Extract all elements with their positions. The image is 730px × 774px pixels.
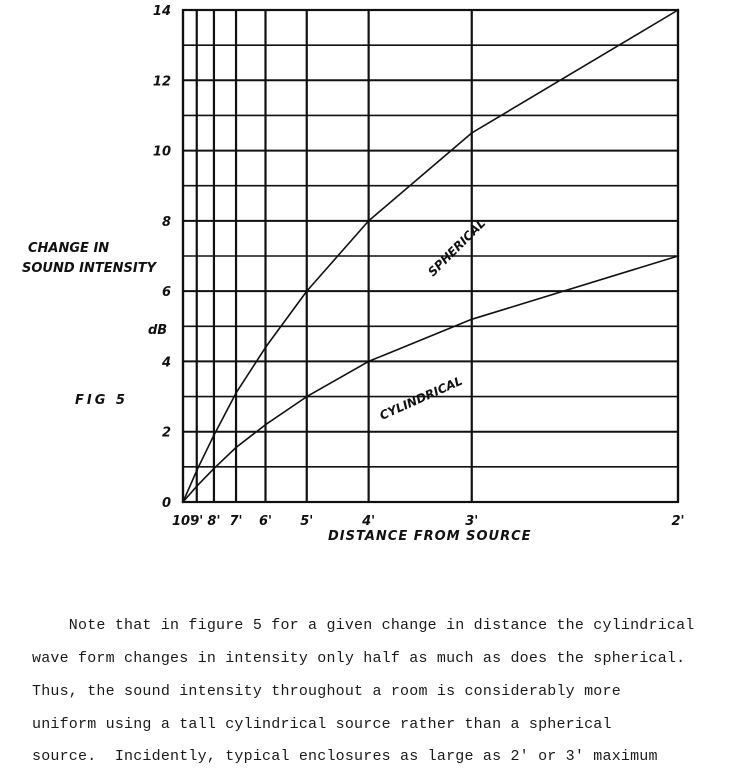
chart-grid	[183, 10, 678, 502]
x-tick-label-4: 6'	[258, 514, 273, 529]
x-tick-label-5: 5'	[300, 514, 314, 529]
caption-line-1: Note that in figure 5 for a given change in distance the cylindrical	[32, 617, 695, 634]
data-point-cylindrical-1	[196, 485, 198, 487]
figure-label: FIG 5	[75, 393, 128, 408]
y-tick-label-1: 2	[161, 425, 171, 441]
data-point-spherical-3	[235, 392, 237, 394]
caption-line-2: wave form changes in intensity only half as much as does the spherical.	[32, 650, 686, 667]
data-point-spherical-6	[367, 220, 369, 222]
series-label-cylindrical: CYLINDRICAL	[377, 373, 465, 423]
y-axis-unit: dB	[148, 323, 168, 338]
data-point-cylindrical-4	[264, 424, 266, 426]
y-tick-label-0: 0	[161, 496, 171, 511]
data-point-cylindrical-6	[367, 360, 369, 362]
data-point-cylindrical-2	[213, 467, 215, 469]
data-point-spherical-2	[213, 434, 215, 436]
caption-line-4: uniform using a tall cylindrical source rather than a spherical	[32, 716, 612, 733]
data-point-cylindrical-7	[471, 318, 473, 320]
y-tick-label-3: 6	[161, 285, 171, 301]
data-point-spherical-7	[471, 132, 473, 134]
x-tick-label-8: 2'	[671, 514, 685, 529]
x-tick-label-1: 9'	[190, 514, 204, 529]
x-tick-label-0: 10'	[171, 514, 195, 529]
caption-line-3: Thus, the sound intensity throughout a room is considerably more	[32, 683, 621, 700]
data-point-spherical-1	[196, 469, 198, 471]
y-tick-label-6: 12	[152, 74, 171, 90]
data-point-cylindrical-0	[182, 501, 184, 503]
y-axis-label-line-2: SOUND INTENSITY	[22, 261, 156, 276]
y-tick-label-5: 10	[152, 144, 171, 160]
data-point-cylindrical-3	[235, 446, 237, 448]
x-tick-label-6: 4'	[362, 514, 376, 529]
series-label-spherical: SPHERICAL	[425, 216, 489, 280]
x-axis-label: DISTANCE FROM SOURCE	[328, 529, 532, 544]
data-point-spherical-5	[306, 290, 308, 292]
x-tick-label-2: 8'	[207, 514, 221, 529]
data-point-spherical-4	[264, 346, 266, 348]
x-tick-label-3: 7'	[229, 514, 243, 529]
data-point-spherical-8	[677, 9, 679, 11]
data-point-cylindrical-5	[306, 395, 308, 397]
series-line-cylindrical	[183, 256, 678, 502]
data-point-cylindrical-8	[677, 255, 679, 257]
caption-line-5: source. Incidently, typical enclosures as large as 2' or 3' maximum	[32, 748, 658, 765]
x-tick-label-7: 3'	[465, 514, 479, 529]
y-tick-label-4: 8	[161, 214, 171, 230]
y-axis-label-line-1: CHANGE IN	[28, 241, 110, 256]
y-tick-label-7: 14	[152, 4, 171, 19]
y-tick-label-2: 4	[161, 355, 171, 371]
